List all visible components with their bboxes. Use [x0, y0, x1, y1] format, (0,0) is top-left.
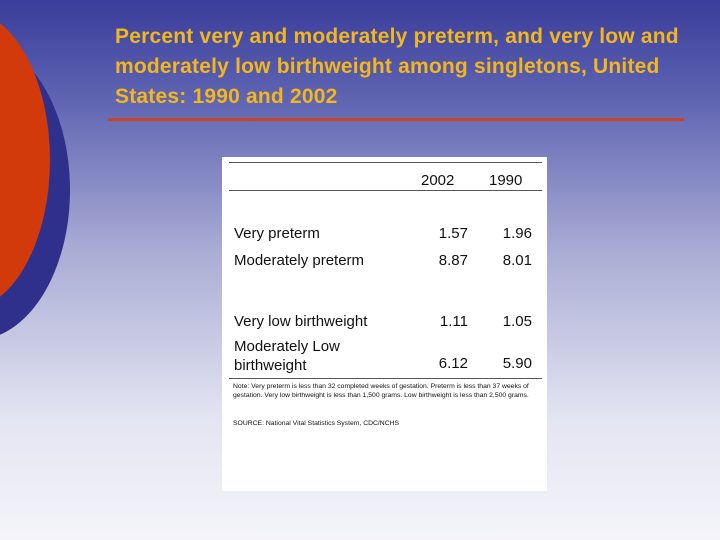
- column-header-2002: 2002: [421, 172, 455, 189]
- header-rule: [229, 190, 542, 191]
- table-note: Note: Very preterm is less than 32 completed weeks of gestation. Preterm is less than 37 weeks of gestation. Very low birthweight is less than 1,500 grams. Low birthweight is less than 2,500 grams.: [233, 383, 529, 399]
- value-moderately-low-birthweight-1990: 5.90: [502, 355, 532, 372]
- value-very-preterm-1990: 1.96: [502, 225, 532, 242]
- value-very-low-birthweight-1990: 1.05: [502, 313, 532, 330]
- data-table: [222, 157, 547, 491]
- column-header-1990: 1990: [489, 172, 523, 189]
- slide-title: Percent very and moderately preterm, and very low and moderately low birthweight among singletons, United States: 1990 and 2002: [115, 25, 679, 108]
- row-label-moderately-low-birthweight-line1: Moderately Low: [234, 338, 340, 355]
- title-divider: [108, 118, 684, 121]
- value-very-preterm-2002: 1.57: [438, 225, 468, 242]
- value-moderately-low-birthweight-2002: 6.12: [438, 355, 468, 372]
- table-source: SOURCE: National Vital Statistics System, CDC/NCHS: [233, 420, 400, 427]
- value-moderately-preterm-2002: 8.87: [438, 252, 468, 269]
- row-label-very-low-birthweight: Very low birthweight: [234, 313, 368, 330]
- table-bottom-rule: [229, 378, 542, 379]
- value-moderately-preterm-1990: 8.01: [502, 252, 532, 269]
- table-top-rule: [229, 162, 542, 163]
- row-label-moderately-low-birthweight-line2: birthweight: [234, 357, 307, 374]
- value-very-low-birthweight-2002: 1.11: [439, 313, 468, 330]
- row-label-moderately-preterm: Moderately preterm: [234, 252, 365, 269]
- row-label-very-preterm: Very preterm: [234, 225, 320, 242]
